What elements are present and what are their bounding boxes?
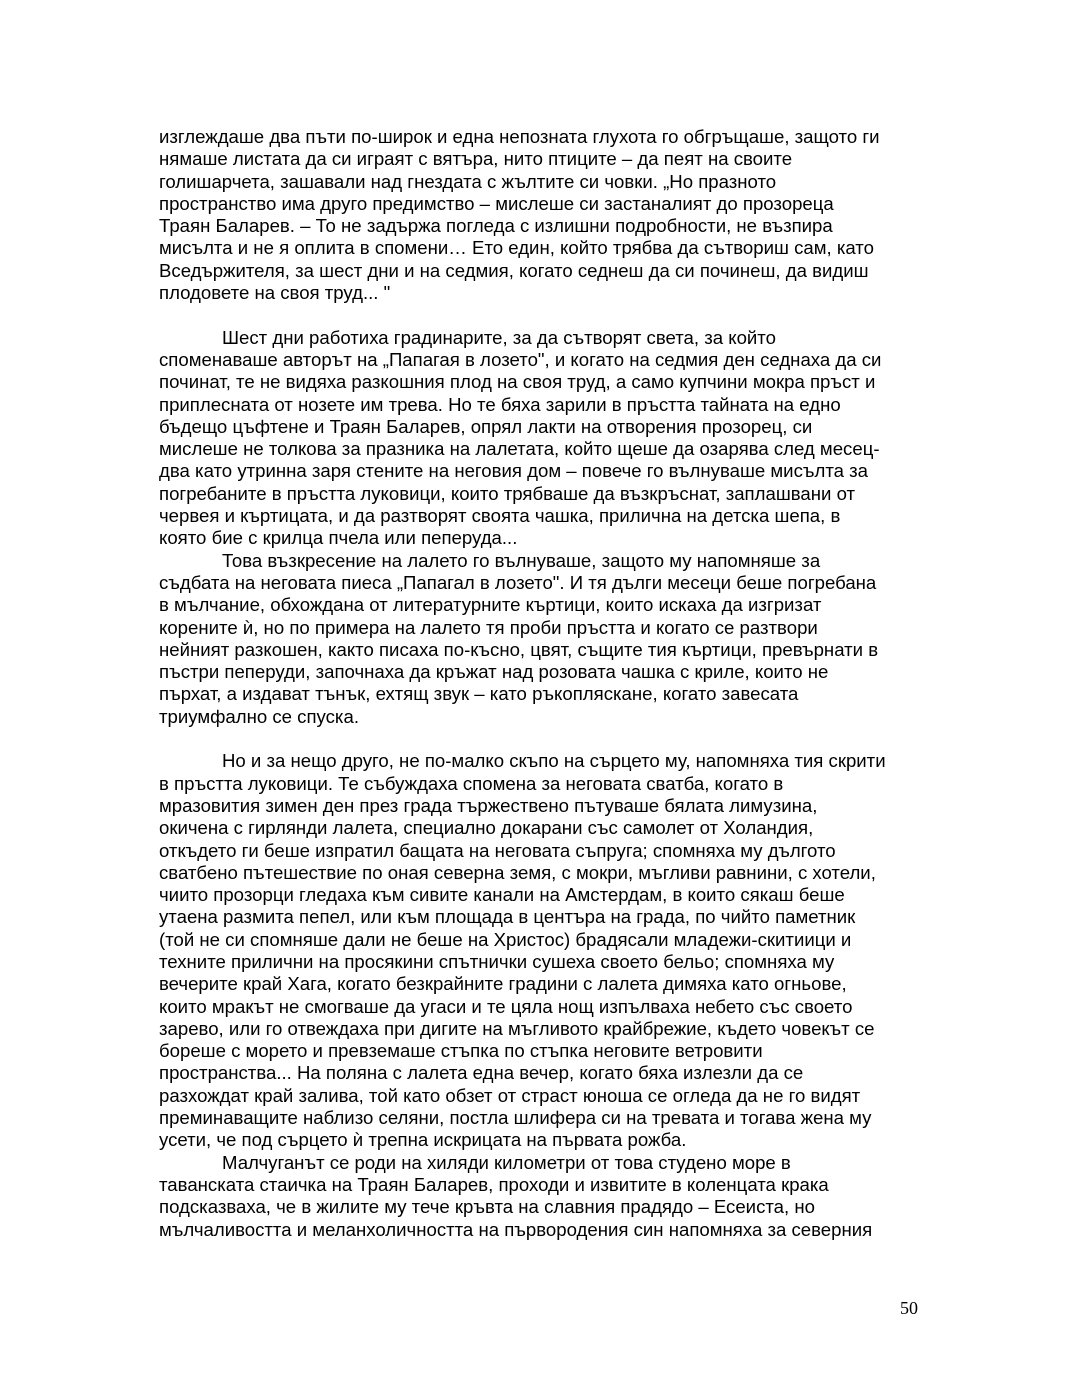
text-line: изглеждаше два пъти по-широк и една непозната глухота го обгръщаше, защото ги (159, 126, 880, 147)
text-line: плодовете на своя труд... " (159, 282, 391, 304)
text-line: Това възкресение на лалето го вълнуваше, защото му напомняше за (222, 549, 821, 571)
text-line: починат, те не видяха разкошния плод на своя труд, а само купчини мокра пръст и (159, 371, 876, 393)
text-line: (той не си спомняше дали не беше на Христос) брадясали младежи-скитиици и (159, 928, 852, 950)
text-line: в пръстта луковици. Те събуждаха спомена за неговата сватба, когато в (159, 772, 784, 794)
text-line: мълчаливостта и меланхоличността на първородения син напомняха за северния (159, 1218, 873, 1240)
text-line: която бие с крилца пчела или пеперуда... (159, 527, 518, 549)
text-line: окичена с гирлянди лалета, специално докарани със самолет от Холандия, (159, 817, 814, 839)
text-line: в мълчание, обхождана от литературните къртици, които искаха да изгризат (159, 594, 822, 616)
paragraph-3 (159, 550, 929, 728)
text-line: Вседържителя, за шест дни и на седмия, когато седнеш да си починеш, да видиш (159, 259, 869, 281)
text-line: бъдещо цъфтене и Траян Баларев, опрял лакти на отворения прозорец, си (159, 415, 813, 437)
text-line: мислеше не толкова за празника на лалетата, който щеше да озарява след месец- (159, 438, 880, 460)
body-text (159, 126, 929, 1241)
page-number: 50 (900, 1298, 918, 1318)
paragraph-1 (159, 126, 929, 304)
text-line: таванската стаичка на Траян Баларев, проходи и извитите в коленцата крака (159, 1173, 829, 1195)
text-line: приплесната от нозете им трева. Но те бяха зарили в пръстта тайната на едно (159, 393, 841, 415)
text-line: чиито прозорци гледаха към сивите канали на Амстердам, в които сякаш беше (159, 884, 845, 906)
text-line: Шест дни работиха градинарите, за да сътворят света, за който (222, 326, 776, 348)
text-line: Траян Баларев. – То не задържа погледа с излишни подробности, не възпира (159, 215, 833, 237)
text-line: усети, че под сърцето ѝ трепна искрицата на първата рожба. (159, 1129, 687, 1151)
text-line: откъдето ги беше изпратил бащата на неговата съпруга; спомняха му дългото (159, 839, 836, 861)
text-line: сватбено пътешествие по оная северна земя, с мокри, мъгливи равнини, с хотели, (159, 861, 876, 883)
text-line: Но и за нещо друго, не по-малко скъпо на сърцето му, напомняха тия скрити (222, 750, 886, 772)
text-line: пъстри пеперуди, започнаха да кръжат над розовата чашка с криле, които не (159, 661, 829, 683)
text-line: мисълта и не я оплита в спомени… Ето един, който трябва да сътвориш сам, като (159, 237, 874, 259)
text-line: преминаващите наблизо селяни, постла шлифера си на тревата и тогава жена му (159, 1107, 872, 1129)
text-line: утаена размита пепел, или към площада в центъра на града, по чийто паметник (159, 906, 856, 928)
text-line: нямаше листата да си играят с вятъра, нито птиците – да пеят на своите (159, 148, 793, 170)
text-line: пространства... На поляна с лалета една вечер, когато бяха излезли да се (159, 1062, 804, 1084)
text-line: Малчуганът се роди на хиляди километри от това студено море в (222, 1151, 791, 1173)
text-line: мразовития зимен ден през града тържествено пътуваше бялата лимузина, (159, 794, 818, 816)
text-line: разхождат край залива, той като обзет от страст юноша се огледа да не го видят (159, 1084, 861, 1106)
text-line: погребаните в пръстта луковици, които трябваше да възкръснат, заплашвани от (159, 482, 856, 504)
text-line: пърхат, а издават тънък, ехтящ звук – като ръкопляскане, когато завесата (159, 683, 799, 705)
paragraph-2 (159, 327, 929, 550)
text-line: пространство има друго предимство – мислеше си застаналият до прозореца (159, 192, 834, 214)
text-line: подсказваха, че в жилите му тече кръвта на славния прадядо – Есеиста, но (159, 1196, 815, 1218)
text-line: триумфално се спуска. (159, 705, 359, 727)
paragraph-spacer (159, 728, 929, 750)
text-line: голишарчета, зашавали над гнездата с жълтите си човки. „Но празното (159, 170, 777, 192)
paragraph-4 (159, 750, 929, 1151)
paragraph-5 (159, 1152, 929, 1241)
text-line: два като утринна заря стените на неговия дом – повече го вълнуваше мисълта за (159, 460, 869, 482)
text-line: споменаваше авторът на „Папагая в лозето", и когато на седмия ден седнаха да си (159, 348, 882, 370)
text-line: които мракът не смогваше да угаси и те цяла нощ изпълваха небето със своето (159, 995, 853, 1017)
text-line: бореше с морето и превземаше стъпка по стъпка неговите ветровити (159, 1040, 763, 1062)
text-line: корените ѝ, но по примера на лалето тя проби пръстта и когато се разтвори (159, 616, 818, 638)
text-line: съдбата на неговата пиеса „Папагал в лозето". И тя дълги месеци беше погребана (159, 571, 877, 593)
text-line: вечерите край Хага, когато безкрайните градини с лалета димяха като огньове, (159, 973, 847, 995)
text-line: техните прилични на просякини спътнички сушеха своето бельо; спомняха му (159, 950, 835, 972)
text-line: зарево, или го отвеждаха при дигите на мъгливото крайбрежие, където човекът се (159, 1017, 875, 1039)
text-line: червея и къртицата, и да разтворят своята чашка, прилична на детска шепа, в (159, 505, 841, 527)
paragraph-spacer (159, 304, 929, 326)
text-line: нейният разкошен, както писаха по-късно, цвят, същите тия къртици, превърнати в (159, 638, 879, 660)
